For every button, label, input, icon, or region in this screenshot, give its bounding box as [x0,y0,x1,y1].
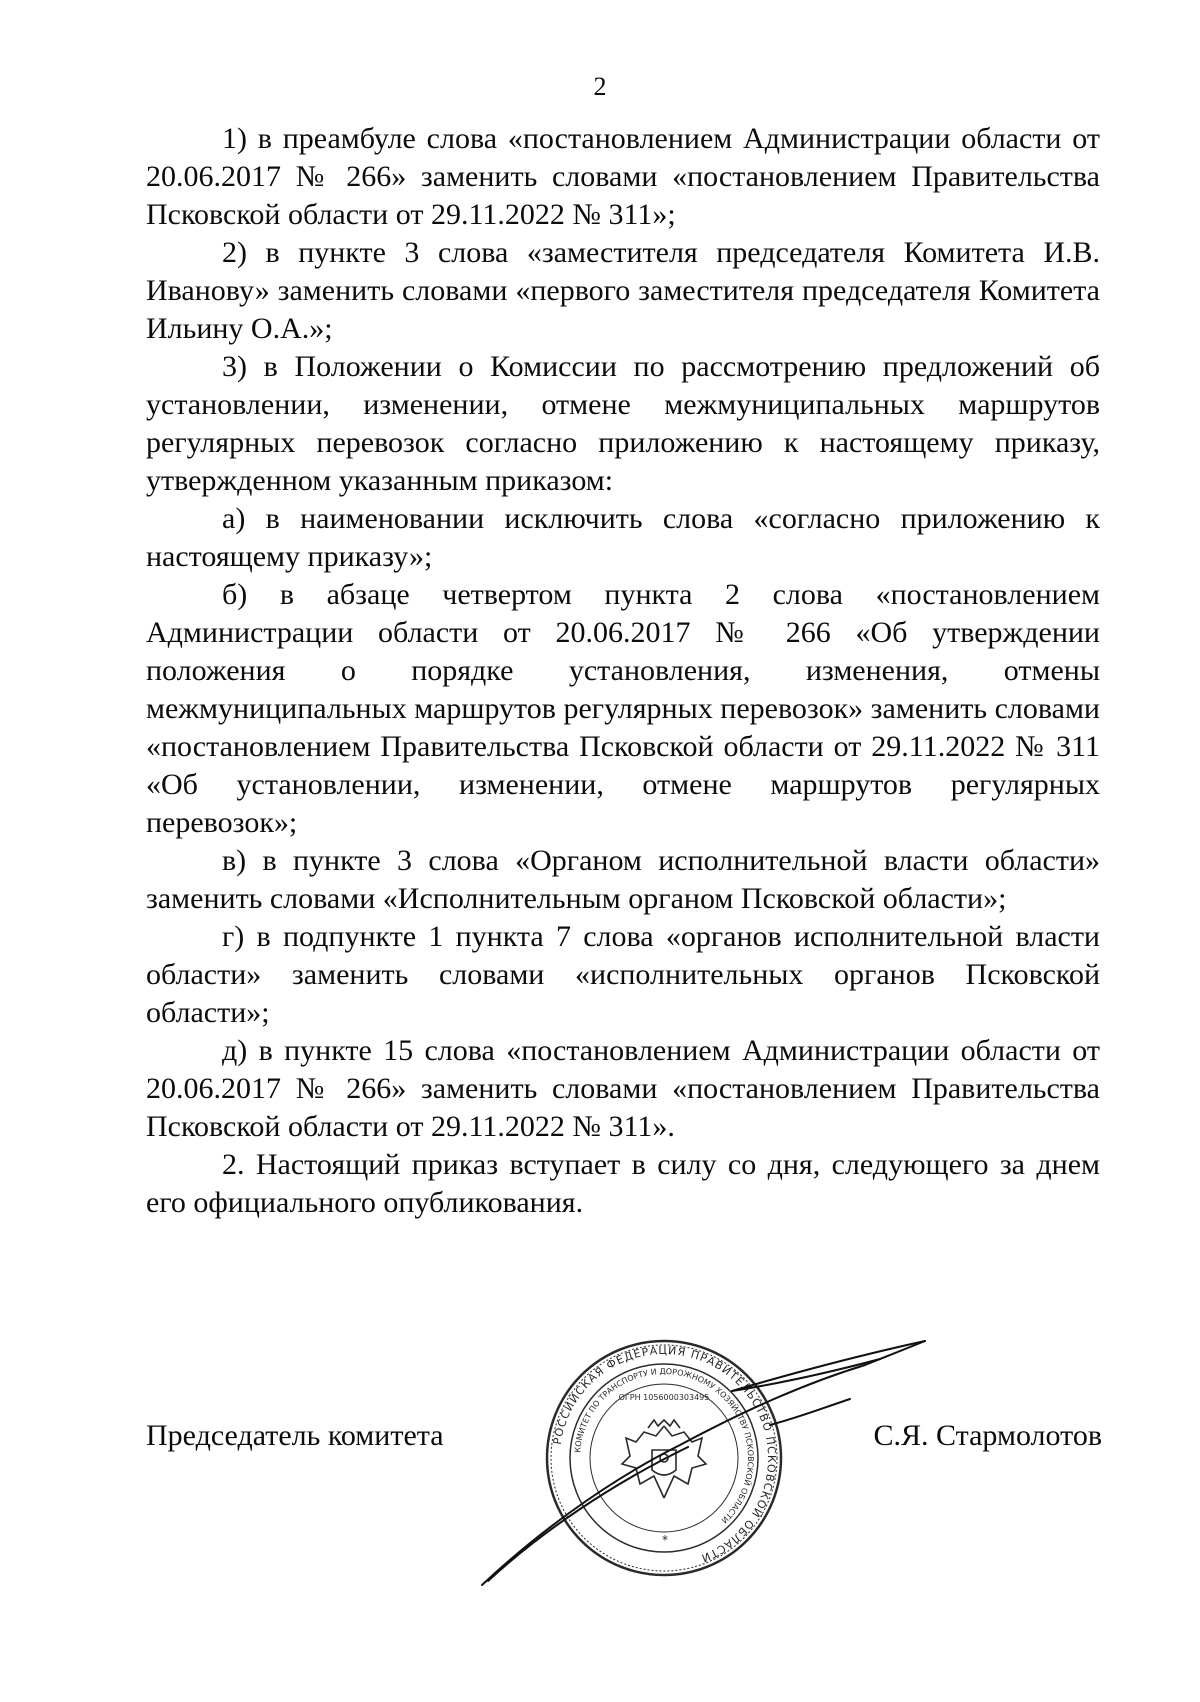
paragraph-3b: б) в абзаце четвертом пункта 2 слова «постановлением Администрации области от 20.06.2017 № 266 «Об утверждении положения о порядке установления, изменения, отмены межмуниципальных маршрутов регулярных перевозок» заменить словами «постановлением Правительства Псковской области от 29.11.2022 № 311 «Об установлении, изменении, отмене маршрутов регулярных перевозок»; [146,578,1100,839]
seal-ogrn: ОГРН 1056000303495 [618,1393,710,1402]
paragraph-1: 1) в преамбуле слова «постановлением Администрации области от 20.06.2017 № 266» заменить словами «постановлением Правительства Псковской области от 29.11.2022 № 311»; [146,122,1100,231]
paragraph-2: 2) в пункте 3 слова «заместителя председателя Комитета И.В. Иванову» заменить словами «первого заместителя председателя Комитета Ильину О.А.»; [146,236,1100,345]
page-number: 2 [593,72,607,101]
paragraph-final: 2. Настоящий приказ вступает в силу со дня, следующего за днем его официального опубликования. [146,1148,1100,1219]
paragraph-3g: г) в подпункте 1 пункта 7 слова «органов исполнительной власти области» заменить словами «исполнительных органов Псковской области»; [146,920,1100,1029]
paragraph-3d: д) в пункте 15 слова «постановлением Администрации области от 20.06.2017 № 266» заменить словами «постановлением Правительства Псковской области от 29.11.2022 № 311». [146,1034,1100,1143]
signatory-position: Председатель комитета [146,1419,444,1452]
svg-text:*: * [662,1533,668,1547]
paragraph-3: 3) в Положении о Комиссии по рассмотрению предложений об установлении, изменении, отмене межмуниципальных маршрутов регулярных перевозок согласно приложению к настоящему приказу, утвержденном указанным приказом: [146,350,1100,497]
paragraph-3a: а) в наименовании исключить слова «согласно приложению к настоящему приказу»; [146,502,1100,573]
document-body [146,120,1100,1222]
seal-inner-text: КОМИТЕТ ПО ТРАНСПОРТУ И ДОРОЖНОМУ ХОЗЯЙСТВУ ПСКОВСКОЙ ОБЛАСТИ [573,1366,756,1525]
handwritten-signature [470,1335,950,1595]
signatory-name: С.Я. Стармолотов [873,1419,1102,1452]
paragraph-3v: в) в пункте 3 слова «Органом исполнительной власти области» заменить словами «Исполнительным органом Псковской области»; [146,844,1100,915]
seal-outer-text: РОССИЙСКАЯ ФЕДЕРАЦИЯ ПРАВИТЕЛЬСТВО ПСКОВСКОЙ ОБЛАСТИ [550,1343,779,1565]
